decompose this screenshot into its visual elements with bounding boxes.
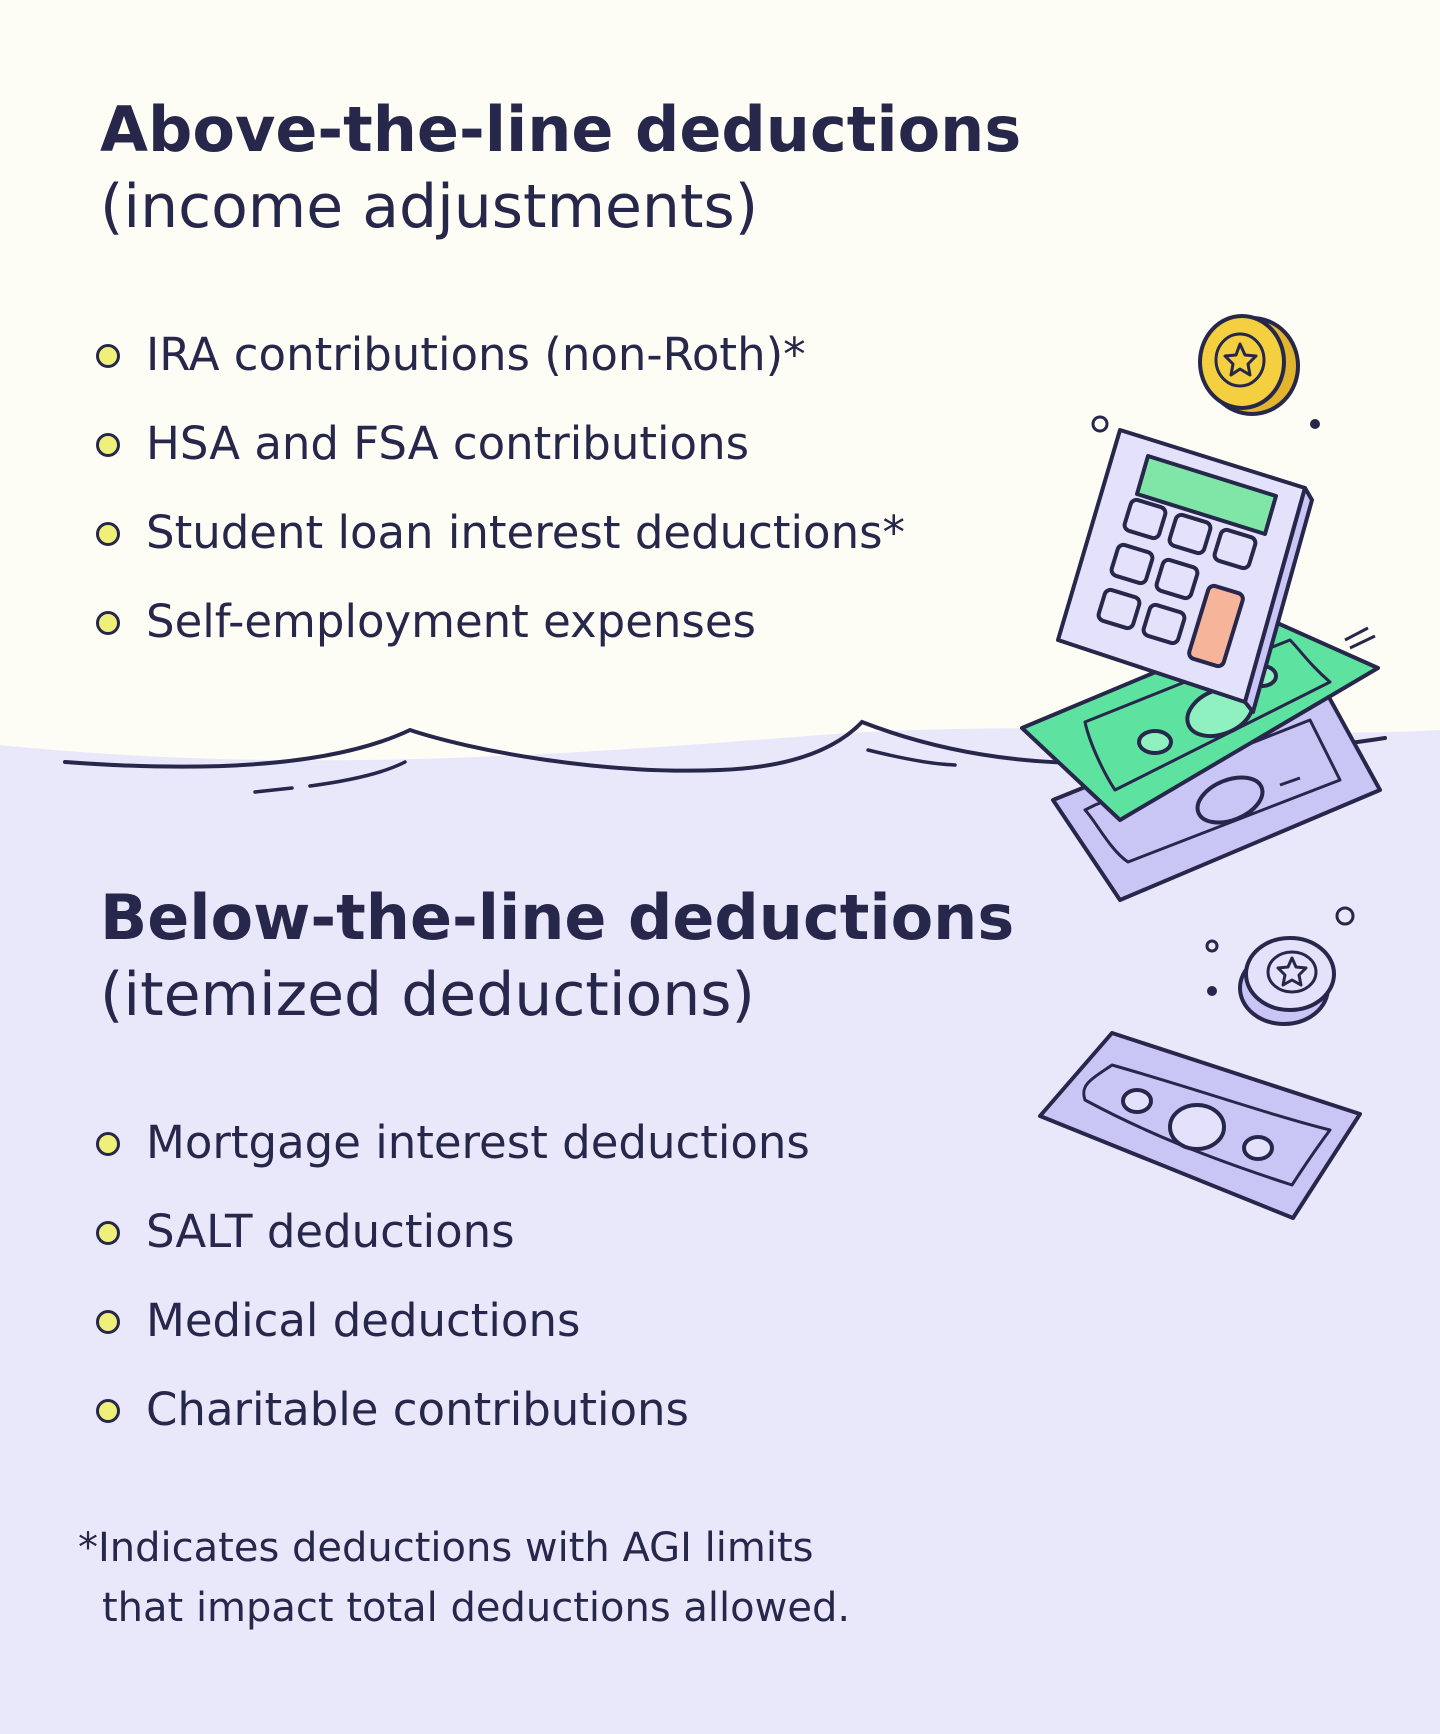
list-item-label: Medical deductions <box>146 1294 581 1347</box>
above-subtitle: (income adjustments) <box>100 172 759 242</box>
bullet-icon <box>96 522 120 546</box>
list-item <box>96 1365 810 1454</box>
below-title: Below-the-line deductions <box>100 881 1015 954</box>
list-item-label: Mortgage interest deductions <box>146 1116 810 1169</box>
below-deductions-list <box>96 1098 810 1454</box>
above-deductions-list <box>96 310 905 666</box>
bullet-icon <box>96 1221 120 1245</box>
below-the-line-section <box>100 880 1014 1034</box>
bullet-icon <box>96 1132 120 1156</box>
list-item-label: Self-employment expenses <box>146 595 756 648</box>
list-item <box>96 1098 810 1187</box>
bullet-icon <box>96 1310 120 1334</box>
bullet-icon <box>96 1399 120 1423</box>
gold-coin-icon <box>1200 316 1298 414</box>
bullet-icon <box>96 344 120 368</box>
footnote-line-1: *Indicates deductions with AGI limits <box>78 1525 814 1571</box>
list-item-label: SALT deductions <box>146 1205 515 1258</box>
above-title: Above-the-line deductions <box>100 93 1022 166</box>
list-item-label: IRA contributions (non-Roth)* <box>146 328 806 381</box>
list-item-label: Student loan interest deductions* <box>146 506 906 559</box>
list-item <box>96 310 905 399</box>
list-item-label: Charitable contributions <box>146 1383 689 1436</box>
list-item <box>96 1187 810 1276</box>
list-item <box>96 1276 810 1365</box>
list-item-label: HSA and FSA contributions <box>146 417 750 470</box>
list-item <box>96 399 905 488</box>
below-subtitle: (itemized deductions) <box>100 960 755 1030</box>
footnote-line-2: that impact total deductions allowed. <box>102 1585 851 1631</box>
bullet-icon <box>96 433 120 457</box>
list-item <box>96 577 905 666</box>
silver-coin-icon <box>1240 938 1334 1024</box>
footnote <box>78 1518 850 1638</box>
bullet-icon <box>96 611 120 635</box>
list-item <box>96 488 905 577</box>
above-the-line-section <box>100 92 1021 246</box>
